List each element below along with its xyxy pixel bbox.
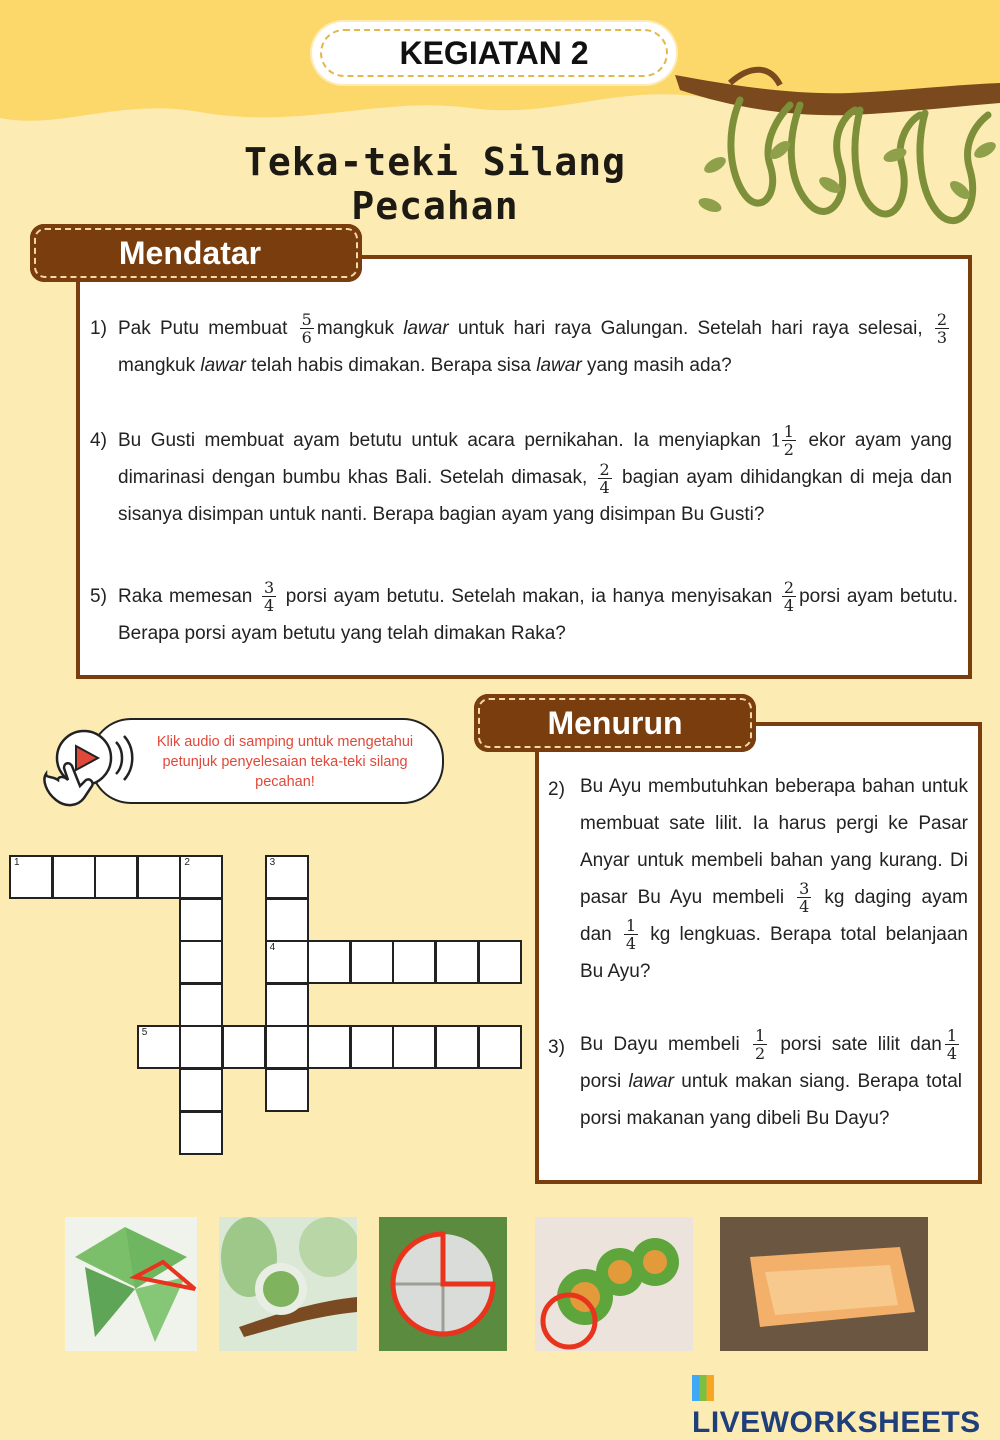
crossword-cell[interactable] xyxy=(52,855,96,899)
activity-label-pill xyxy=(312,22,676,84)
photo-pie-quarter xyxy=(379,1217,507,1351)
crossword-cell[interactable] xyxy=(179,1068,223,1112)
fraction: $\frac{2}{4}$ xyxy=(783,578,795,616)
crossword-cell[interactable] xyxy=(350,1025,394,1069)
audio-hint-text: Klik audio di samping untuk mengetahui petunjuk penyelesaian teka-teki silang pecahan! xyxy=(156,734,414,790)
crossword-cell[interactable] xyxy=(179,1111,223,1155)
crossword-cell[interactable] xyxy=(307,1025,351,1069)
fraction: $\frac{1}{4}$ xyxy=(625,916,637,954)
crossword-cell[interactable] xyxy=(478,1025,522,1069)
question-5: 5) Raka memesan $\frac{3}{4}$ porsi ayam betutu. Setelah makan, ia hanya menyisakan $\frac{2}{4}$ porsi ayam betutu. Berapa porsi ayam betutu yang telah dimakan Raka? xyxy=(90,578,959,644)
liveworksheets-logo: LIVEWORKSHEETS xyxy=(692,1372,1000,1440)
crossword-number: 1 xyxy=(14,857,20,868)
crossword-cell[interactable] xyxy=(265,855,309,899)
crossword-cell[interactable] xyxy=(392,940,436,984)
crossword-cell[interactable] xyxy=(350,940,394,984)
crossword-cell[interactable] xyxy=(265,1025,309,1069)
crossword-number: 3 xyxy=(269,857,276,868)
photo-green-triangle-cake xyxy=(65,1217,197,1351)
crossword-cell[interactable] xyxy=(265,1068,309,1112)
menurun-tab xyxy=(474,694,756,752)
crossword-cell[interactable] xyxy=(137,1025,181,1069)
crossword-number: 4 xyxy=(269,942,276,954)
photo-banana-leaf-wrap xyxy=(720,1217,928,1351)
crossword-cell[interactable] xyxy=(307,940,351,984)
crossword-cell[interactable] xyxy=(179,983,223,1027)
photo-sushi-roll xyxy=(535,1217,693,1351)
crossword-number: 5 xyxy=(141,1027,148,1039)
fraction: $\frac{2}{4}$ xyxy=(599,459,610,497)
mendatar-tab xyxy=(30,224,362,282)
fraction: $\frac{2}{3}$ xyxy=(936,310,948,348)
vine-branch-decoration xyxy=(670,55,1000,235)
crossword-cell[interactable] xyxy=(9,855,53,899)
fraction: $\frac{1}{2}$ xyxy=(754,1026,766,1064)
fraction: $\frac{3}{4}$ xyxy=(263,578,275,616)
crossword-cell[interactable] xyxy=(179,1025,223,1069)
crossword-cell[interactable] xyxy=(392,1025,436,1069)
crossword-cell[interactable] xyxy=(265,940,309,984)
fraction: $\frac{3}{4}$ xyxy=(799,879,810,917)
crossword-cell[interactable] xyxy=(435,940,479,984)
crossword-cell[interactable] xyxy=(265,898,309,942)
fraction: $\frac{1}{4}$ xyxy=(946,1026,958,1064)
crossword-cell[interactable] xyxy=(94,855,138,899)
crossword-cell[interactable] xyxy=(179,855,223,899)
crossword-cell[interactable] xyxy=(435,1025,479,1069)
question-4: 4) Bu Gusti membuat ayam betutu untuk acara pernikahan. Ia menyiapkan 1 $\frac{1}{2}$ ekor ayam yang dimarinasi dengan bumbu khas Bali. Setelah dimasak, $\frac{2}{4}$ bagian ayam dihidangkan di meja dan sisanya disimpan untuk nanti. Berapa bagian ayam yang disimpan Bu Gusti? xyxy=(90,422,953,526)
page-title: Teka-teki Silang Pecahan xyxy=(243,140,627,228)
fraction: $\frac{5}{6}$ xyxy=(301,310,312,348)
hand-tap-play-icon[interactable] xyxy=(38,722,138,812)
photo-coconut-ball-spoon xyxy=(219,1217,357,1351)
crossword-cell[interactable] xyxy=(179,940,223,984)
crossword-cell[interactable] xyxy=(179,898,223,942)
question-2: 2) Bu Ayu membutuhkan beberapa bahan untuk membuat sate lilit. Ia harus pergi ke Pasar Anyar untuk membeli bahan yang kurang. Di pasar Bu Ayu membeli $\frac{3}{4}$ kg daging ayam dan $\frac{1}{4}$ kg lengkuas. Berapa total belanjaan Bu Ayu? xyxy=(548,776,968,982)
activity-label: KEGIATAN 2 xyxy=(320,29,668,77)
question-3: 3) Bu Dayu membeli $\frac{1}{2}$ porsi sate lilit dan $\frac{1}{4}$ porsi lawar untuk makan siang. Berapa total porsi makanan yang dibeli Bu Dayu? xyxy=(548,1026,963,1129)
audio-hint-bubble[interactable] xyxy=(90,718,444,804)
question-1: 1) Pak Putu membuat $\frac{5}{6}$ mangkuk lawar untuk hari raya Galungan. Setelah hari raya selesai, $\frac{2}{3}$ mangkuk lawar telah habis dimakan. Berapa sisa lawar yang masih ada? xyxy=(90,310,948,376)
fraction: $\frac{1}{2}$ xyxy=(783,422,794,460)
mendatar-label: Mendatar xyxy=(118,234,262,271)
crossword-cell[interactable] xyxy=(137,855,181,899)
crossword-cell[interactable] xyxy=(265,983,309,1027)
crossword-number: 2 xyxy=(184,857,190,868)
menurun-label: Menurun xyxy=(547,704,683,741)
crossword-cell[interactable] xyxy=(478,940,522,984)
crossword-cell[interactable] xyxy=(222,1025,266,1069)
